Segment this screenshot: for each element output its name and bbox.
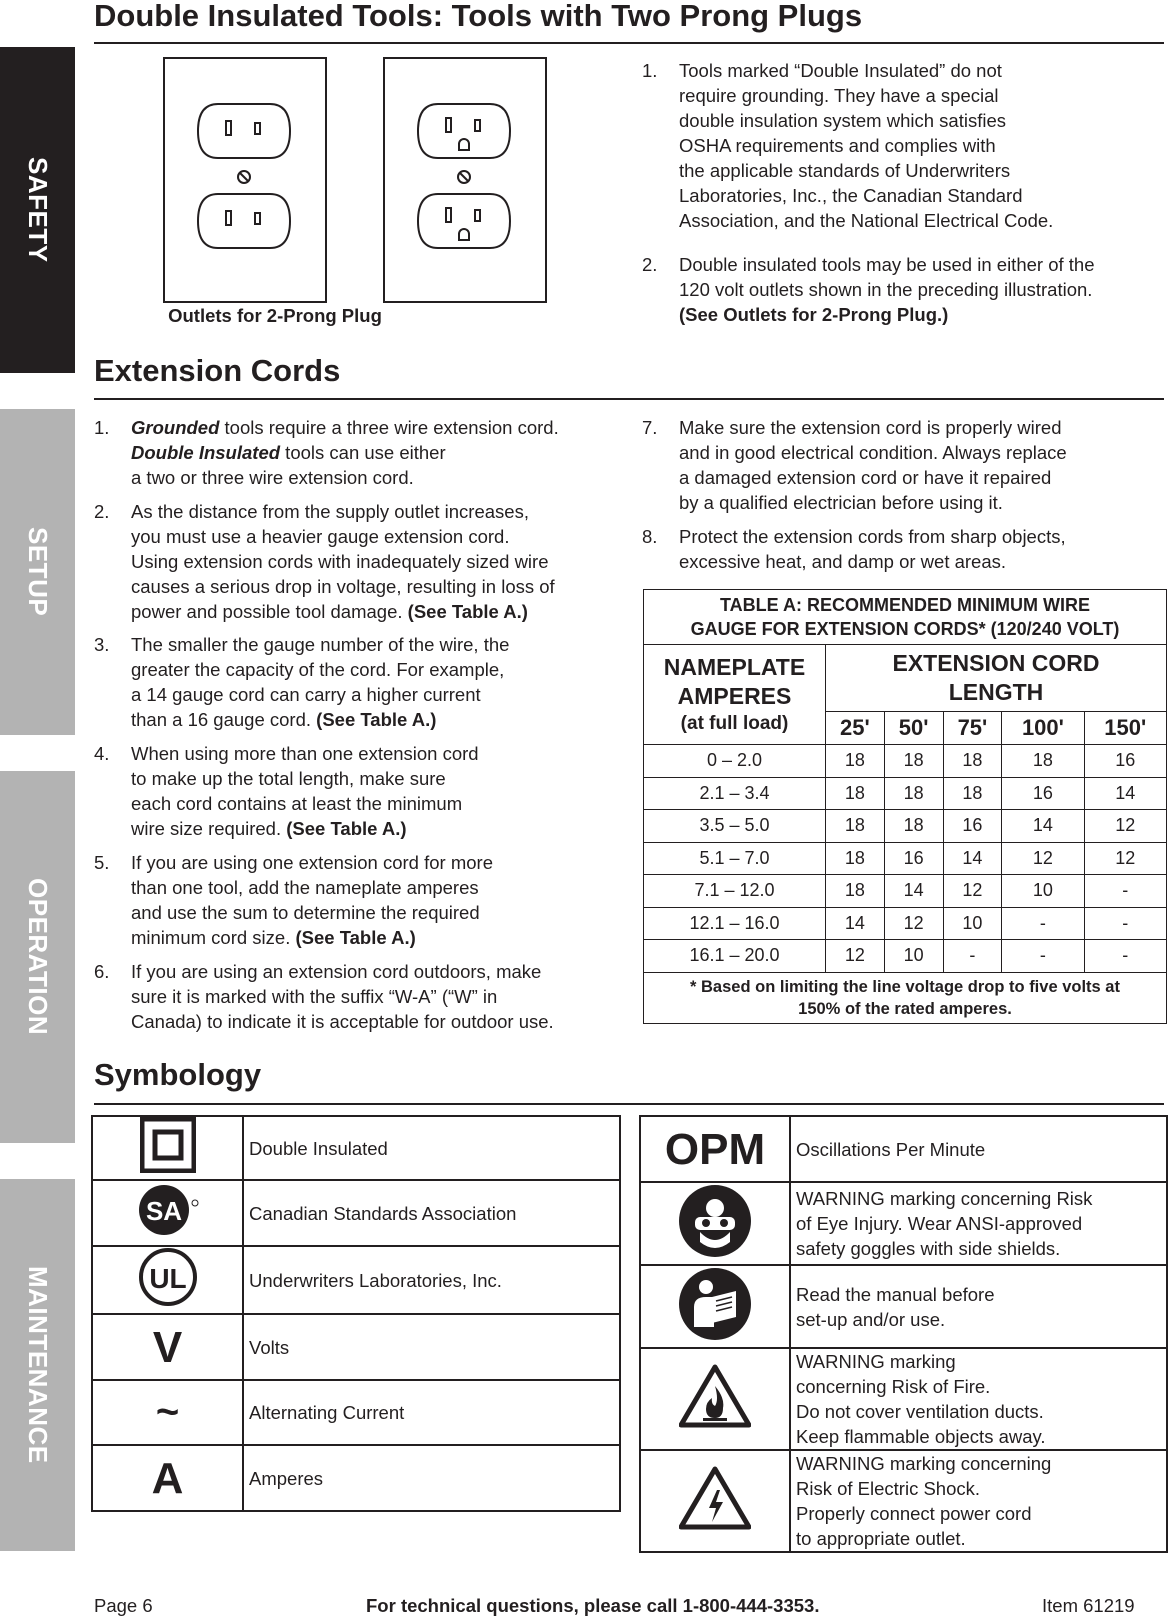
table-row: 16.1 – 20.0 12 10 - - - [644,940,1167,973]
table-row: 5.1 – 7.0 18 16 14 12 12 [644,842,1167,875]
section-title-extension-cords: Extension Cords [94,353,341,388]
symbol-description: Amperes [243,1445,620,1511]
table-row [92,1380,620,1445]
table-row: 3.5 – 5.0 18 18 16 14 12 [644,810,1167,843]
table-row [640,1116,1167,1182]
svg-text:SA: SA [145,1196,182,1226]
table-row [92,1180,620,1246]
length-header: 100' [1002,712,1084,745]
symbol-description: WARNING marking concerning Risk of Electric Shock. Properly connect power cord to appropriate outlet. [790,1450,1167,1552]
eye-protection-icon [640,1182,790,1265]
symbol-description: Oscillations Per Minute [790,1116,1167,1182]
tab-operation: OPERATION [0,771,75,1143]
section-title-double-insulated: Double Insulated Tools: Tools with Two Prong Plugs [94,0,863,33]
symbol-table-left [91,1115,621,1512]
symbol-description: Alternating Current [243,1380,620,1445]
page-number: Page 6 [94,1595,153,1616]
length-header: 75' [943,712,1002,745]
table-row [92,1246,620,1314]
table-footnote: * Based on limiting the line voltage drop to five volts at 150% of the rated amperes. [644,972,1167,1023]
symbol-table-right [639,1115,1168,1553]
volts-icon: V [92,1314,243,1380]
section-rule [94,398,1164,400]
symbol-description: Read the manual before set-up and/or use. [790,1265,1167,1348]
symbol-description: Double Insulated [243,1116,620,1180]
opm-icon: OPM [640,1116,790,1182]
csa-icon [92,1180,243,1246]
length-header: 50' [884,712,943,745]
outlet-plate-2-prong [164,58,326,302]
table-row [640,1450,1167,1552]
item-number: Item 61219 [1042,1595,1135,1616]
table-row: 12.1 – 16.0 14 12 10 - - [644,907,1167,940]
outlets-caption: Outlets for 2-Prong Plug [168,305,382,326]
table-row [92,1445,620,1511]
table-row [640,1265,1167,1348]
section-rule [94,42,1164,44]
read-manual-icon [640,1265,790,1348]
outlet-plate-3-prong [384,58,546,302]
fire-warning-icon [640,1348,790,1450]
symbol-description: Canadian Standards Association [243,1180,620,1246]
electric-shock-warning-icon [640,1450,790,1552]
section-rule [94,1103,1164,1105]
amperes-icon: A [92,1445,243,1511]
table-row [640,1182,1167,1265]
symbol-description: WARNING marking concerning Risk of Eye Injury. Wear ANSI-approved safety goggles with side shields. [790,1182,1167,1265]
column-group-cord-length: EXTENSION CORD LENGTH [826,645,1167,712]
double-insulated-icon [92,1116,243,1180]
table-row [92,1116,620,1180]
table-a-wire-gauge [643,589,1167,1024]
symbol-description: Underwriters Laboratories, Inc. [243,1246,620,1314]
svg-text:UL: UL [148,1263,187,1294]
section-title-symbology: Symbology [94,1057,262,1092]
table-row [92,1314,620,1380]
tab-maintenance: MAINTENANCE [0,1179,75,1551]
tech-support-phone: For technical questions, please call 1-800-444-3353. [366,1595,820,1616]
length-header: 25' [826,712,885,745]
table-row: 0 – 2.0 18 18 18 18 16 [644,745,1167,778]
table-caption: TABLE A: RECOMMENDED MINIMUM WIRE GAUGE FOR EXTENSION CORDS* (120/240 VOLT) [644,590,1167,645]
alternating-current-icon: ~ [92,1380,243,1445]
length-header: 150' [1084,712,1166,745]
tab-safety: SAFETY [0,47,75,373]
outlet-plates-svg [160,56,560,304]
table-row [640,1348,1167,1450]
table-row: 2.1 – 3.4 18 18 18 16 14 [644,777,1167,810]
symbol-description: WARNING marking concerning Risk of Fire. Do not cover ventilation ducts. Keep flammable objects away. [790,1348,1167,1450]
ul-icon [92,1246,243,1314]
column-header-amperes: NAMEPLATE AMPERES (at full load) [644,645,826,745]
table-row: 7.1 – 12.0 18 14 12 10 - [644,875,1167,908]
tab-setup: SETUP [0,409,75,735]
symbol-description: Volts [243,1314,620,1380]
